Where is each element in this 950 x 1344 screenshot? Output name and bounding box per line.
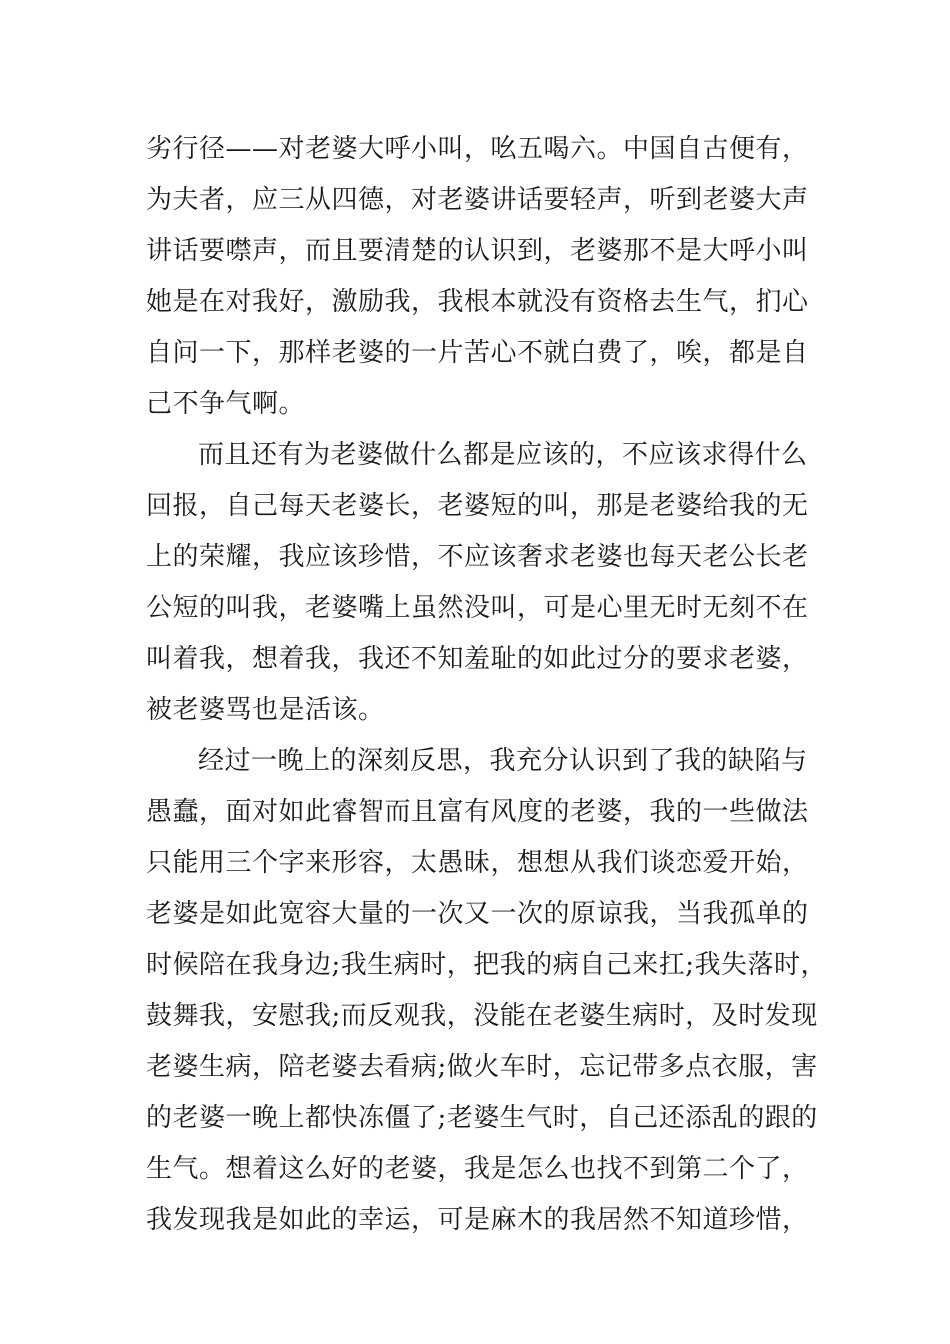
text-line: 她是在对我好，激励我，我根本就没有资格去生气，扪心 — [146, 287, 809, 317]
text-line: 生气。想着这么好的老婆，我是怎么也找不到第二个了， — [146, 1154, 809, 1184]
text-line: 被老婆骂也是活该。 — [146, 695, 385, 725]
text-line: 为夫者，应三从四德，对老婆讲话要轻声，听到老婆大声 — [146, 185, 809, 215]
text-line: 我发现我是如此的幸运，可是麻木的我居然不知道珍惜， — [146, 1205, 809, 1235]
text-line: 自问一下，那样老婆的一片苦心不就白费了，唉，都是自 — [146, 338, 809, 368]
text-line: 劣行径——对老婆大呼小叫，吆五喝六。中国自古便有， — [146, 134, 809, 164]
body-text — [146, 124, 836, 1246]
paragraph-first-line: 经过一晚上的深刻反思，我充分认识到了我的缺陷与 — [198, 746, 808, 776]
text-line: 老婆是如此宽容大量的一次又一次的原谅我，当我孤单的 — [146, 899, 809, 929]
text-line: 愚蠢，面对如此睿智而且富有风度的老婆，我的一些做法 — [146, 797, 809, 827]
text-line: 叫着我，想着我，我还不知羞耻的如此过分的要求老婆， — [146, 644, 809, 674]
text-line: 回报，自己每天老婆长，老婆短的叫，那是老婆给我的无 — [146, 491, 809, 521]
paragraph-first-line: 而且还有为老婆做什么都是应该的，不应该求得什么 — [198, 440, 808, 470]
text-line: 上的荣耀，我应该珍惜，不应该奢求老婆也每天老公长老 — [146, 542, 809, 572]
text-line: 公短的叫我，老婆嘴上虽然没叫，可是心里无时无刻不在 — [146, 593, 809, 623]
text-line: 己不争气啊。 — [146, 389, 306, 419]
text-line: 讲话要噤声，而且要清楚的认识到，老婆那不是大呼小叫 — [146, 236, 809, 266]
text-line: 老婆生病，陪老婆去看病;做火车时，忘记带多点衣服，害 — [146, 1052, 818, 1082]
text-line: 时候陪在我身边;我生病时，把我的病自己来扛;我失落时， — [146, 950, 828, 980]
text-line: 只能用三个字来形容，太愚昧，想想从我们谈恋爱开始， — [146, 848, 809, 878]
text-line: 的老婆一晚上都快冻僵了;老婆生气时，自己还添乱的跟的 — [146, 1103, 818, 1133]
text-line: 鼓舞我，安慰我;而反观我，没能在老婆生病时，及时发现 — [146, 1001, 818, 1031]
